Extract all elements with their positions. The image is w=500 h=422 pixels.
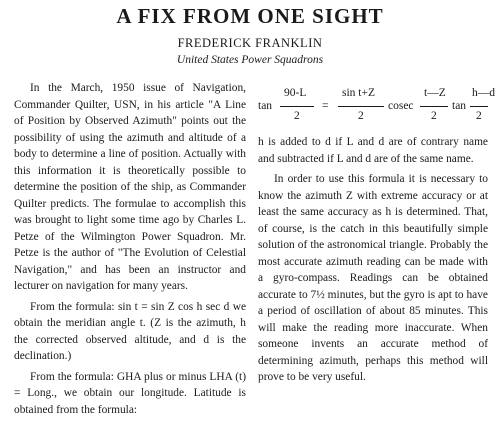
article-title: A FIX FROM ONE SIGHT — [116, 4, 384, 28]
paragraph-intro: In the March, 1950 issue of Navigation, Commander Quilter, USN, in his article "A Line of Position by Observed Azimuth" points out the possibility of using the azimuth and altitude of a body to determine a line of position. Actually with this information it is theoretically possible to determine the position of the ship, as Commander Quilter predicts. The formulae to accomplish this was brought to light some time ago by Charles L. Petze of the Wilmington Power Squadron. Mr. Petze is the author of "The Evolution of Celestial Navigation," and has been an instructor and lecturer on navigation for many years. — [14, 82, 246, 292]
fraction-bar-4 — [470, 106, 488, 107]
paragraph-azimuth-accuracy: In order to use this formula it is necessary to know the azimuth Z with extreme accuracy or at least the same accuracy as h is determined. That, of course, is the catch in this beautifully simple solution of the astronomical triangle. Probably the most accurate azimuth reading can be made with a gyro-compass. Readings can be obtained accurate to 7½ minutes, but the gyro is apt to have a period of oscillation of about 85 minutes. This will make the reading more inaccurate. When someone invents an accurate method of determining azimuth, perhaps this method will prove to be very useful. — [258, 173, 488, 383]
fraction-bar-3 — [420, 106, 448, 107]
formula-denominator-2: 2 — [358, 110, 364, 122]
formula-denominator-4: 2 — [476, 110, 482, 122]
formula-equals: = — [322, 100, 329, 112]
latitude-formula — [258, 86, 495, 130]
paragraph-meridian-angle: From the formula: sin t = sin Z cos h sec d we obtain the meridian angle t. (Z is the azimuth, h the corrected observed altitude, and d is the declination.) — [14, 300, 246, 362]
left-column — [14, 80, 246, 422]
formula-tan-1: tan — [258, 100, 273, 112]
formula-denominator-3: 2 — [431, 110, 437, 122]
paragraph-sign-rule: h is added to d if L and d are of contrary name and subtracted if L and d are of the same name. — [258, 136, 488, 165]
right-column — [258, 134, 488, 390]
fraction-bar-1 — [280, 106, 314, 107]
formula-numerator-2: sin t+Z — [342, 87, 376, 99]
formula-numerator-3: t—Z — [424, 87, 446, 99]
paragraph-longitude: From the formula: GHA plus or minus LHA (t) = Long., we obtain our longitude. Latitude is obtained from the formula: — [14, 370, 246, 416]
author-name: FREDERICK FRANKLIN — [177, 36, 323, 50]
fraction-bar-2 — [338, 106, 384, 107]
formula-numerator-4: h—d — [472, 87, 495, 99]
formula-denominator-1: 2 — [294, 110, 300, 122]
formula-cosec: cosec — [388, 100, 414, 112]
formula-numerator-1: 90-L — [284, 87, 307, 99]
author-affiliation: United States Power Squadrons — [176, 54, 324, 66]
formula-tan-2: tan — [452, 100, 467, 112]
